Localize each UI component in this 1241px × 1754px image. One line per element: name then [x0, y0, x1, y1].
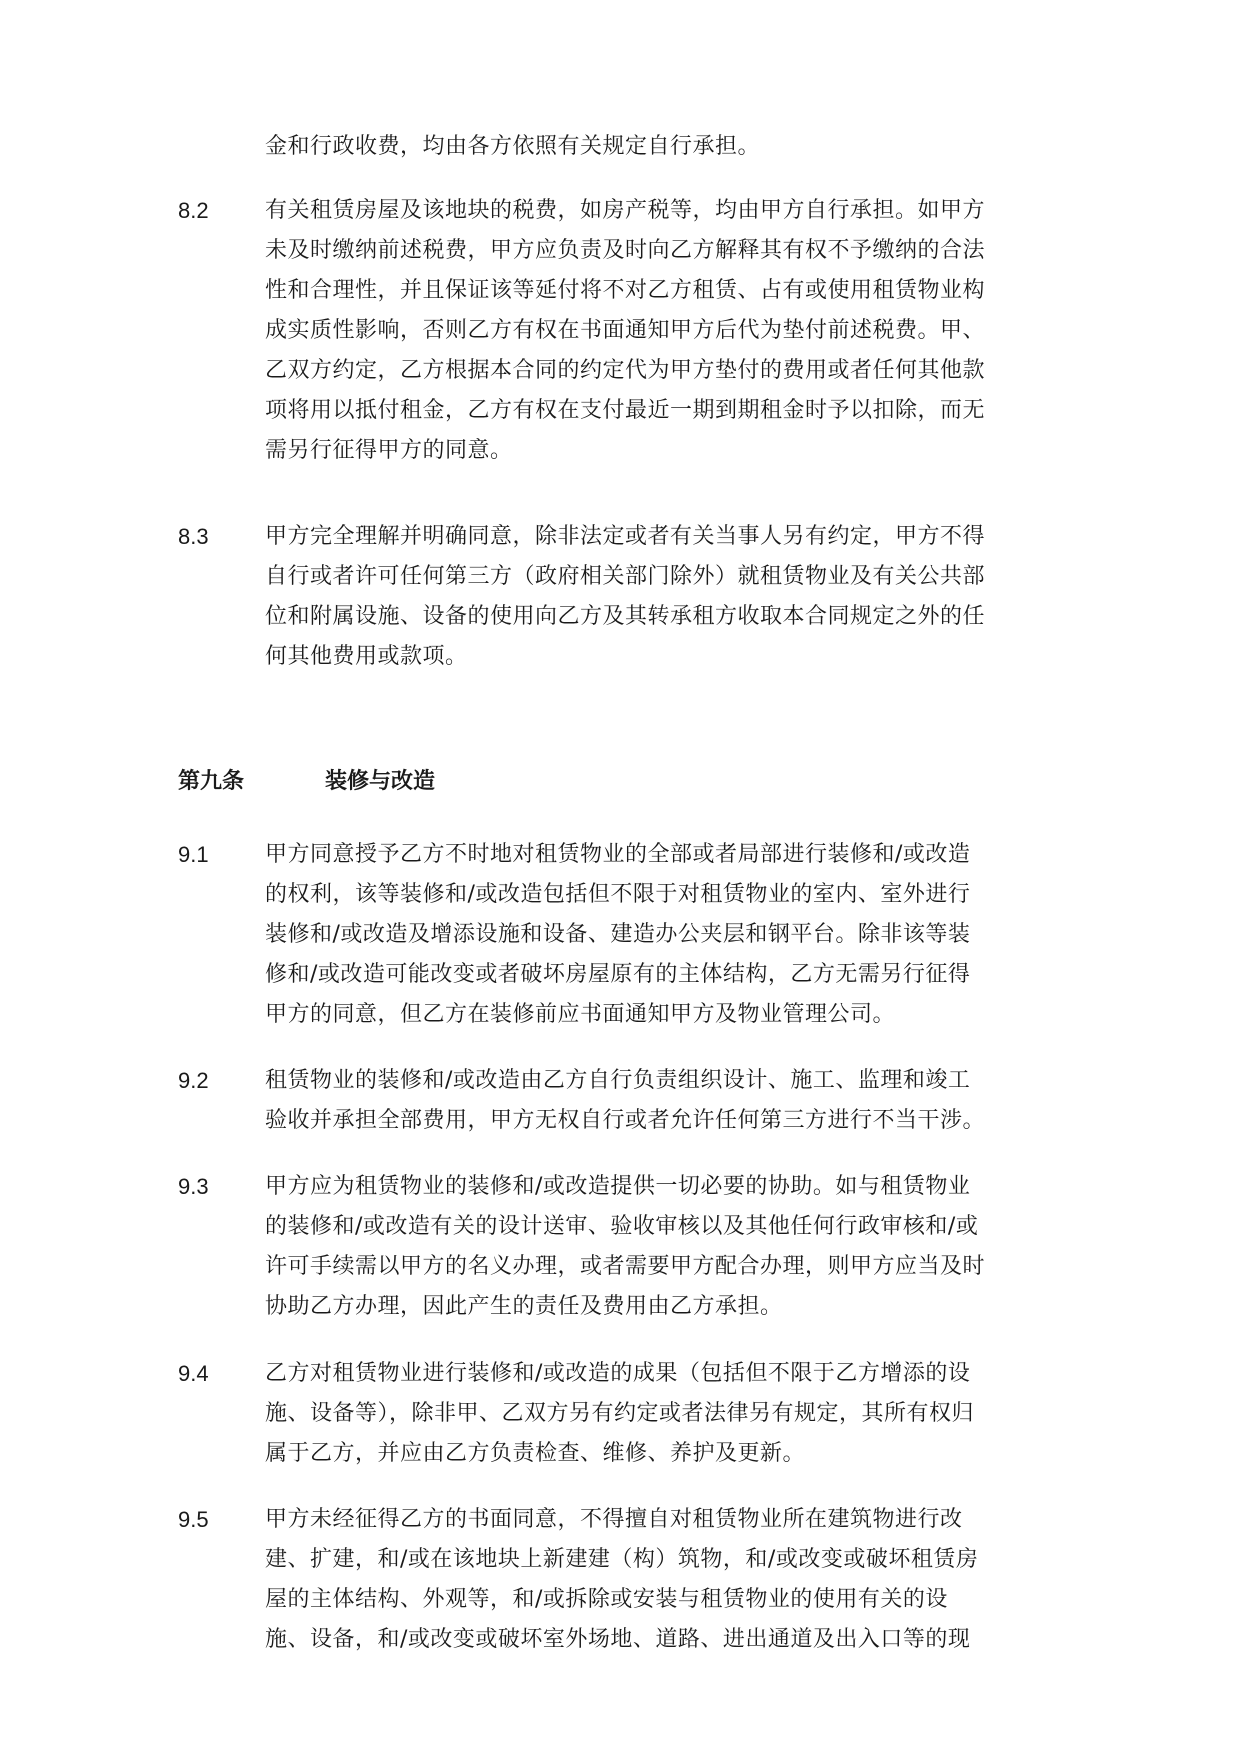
clause-8-2-line: 需另行征得甲方的同意。 [265, 438, 513, 463]
clause-8-2-line: 有关租赁房屋及该地块的税费，如房产税等，均由甲方自行承担。如甲方 [265, 198, 986, 223]
article-title: 装修与改造 [325, 769, 436, 794]
clause-number-9-3: 9.3 [178, 1174, 209, 1199]
clause-9-1-line: 甲方同意授予乙方不时地对租赁物业的全部或者局部进行装修和/或改造 [265, 842, 971, 867]
clause-number-9-5: 9.5 [178, 1507, 209, 1532]
clause-9-1-line: 装修和/或改造及增添设施和设备、建造办公夹层和钢平台。除非该等装 [265, 922, 971, 947]
clause-9-3-line: 协助乙方办理，因此产生的责任及费用由乙方承担。 [265, 1294, 783, 1319]
clause-9-4-line: 属于乙方，并应由乙方负责检查、维修、养护及更新。 [265, 1441, 806, 1466]
clause-8-3-line: 位和附属设施、设备的使用向乙方及其转承租方收取本合同规定之外的任 [265, 604, 986, 629]
clause-9-1-line: 修和/或改造可能改变或者破坏房屋原有的主体结构，乙方无需另行征得 [265, 962, 971, 987]
clause-9-1-line: 的权利，该等装修和/或改造包括但不限于对租赁物业的室内、室外进行 [265, 882, 971, 907]
clause-8-2-line: 成实质性影响，否则乙方有权在书面通知甲方后代为垫付前述税费。甲、 [265, 318, 986, 343]
clause-9-3-line: 许可手续需以甲方的名义办理，或者需要甲方配合办理，则甲方应当及时 [265, 1254, 986, 1279]
clause-8-2-line: 乙双方约定，乙方根据本合同的约定代为甲方垫付的费用或者任何其他款 [265, 358, 986, 383]
clause-number-9-4: 9.4 [178, 1361, 209, 1386]
clause-8-3-line: 自行或者许可任何第三方（政府相关部门除外）就租赁物业及有关公共部 [265, 564, 986, 589]
clause-9-3-line: 的装修和/或改造有关的设计送审、验收审核以及其他任何行政审核和/或 [265, 1214, 979, 1239]
clause-9-5-line: 施、设备，和/或改变或破坏室外场地、道路、进出通道及出入口等的现 [265, 1627, 971, 1652]
clause-9-3-line: 甲方应为租赁物业的装修和/或改造提供一切必要的协助。如与租赁物业 [265, 1174, 971, 1199]
continuation-line: 金和行政收费，均由各方依照有关规定自行承担。 [265, 134, 761, 159]
article-label: 第九条 [178, 769, 245, 794]
clause-9-4-line: 乙方对租赁物业进行装修和/或改造的成果（包括但不限于乙方增添的设 [265, 1361, 971, 1386]
clause-9-5-line: 建、扩建，和/或在该地块上新建建（构）筑物，和/或改变或破坏租赁房 [265, 1547, 979, 1572]
clause-9-5-line: 甲方未经征得乙方的书面同意，不得擅自对租赁物业所在建筑物进行改 [265, 1507, 963, 1532]
clause-8-2-line: 项将用以抵付租金，乙方有权在支付最近一期到期租金时予以扣除，而无 [265, 398, 986, 423]
clause-8-3-line: 甲方完全理解并明确同意，除非法定或者有关当事人另有约定，甲方不得 [265, 524, 986, 549]
clause-number-9-1: 9.1 [178, 842, 209, 867]
clause-number-9-2: 9.2 [178, 1068, 209, 1093]
clause-8-3-line: 何其他费用或款项。 [265, 644, 468, 669]
clause-9-5-line: 屋的主体结构、外观等，和/或拆除或安装与租赁物业的使用有关的设 [265, 1587, 948, 1612]
clause-9-2-line: 验收并承担全部费用，甲方无权自行或者允许任何第三方进行不当干涉。 [265, 1108, 986, 1133]
clause-8-2-line: 性和合理性，并且保证该等延付将不对乙方租赁、占有或使用租赁物业构 [265, 278, 986, 303]
clause-9-2-line: 租赁物业的装修和/或改造由乙方自行负责组织设计、施工、监理和竣工 [265, 1068, 971, 1093]
clause-9-1-line: 甲方的同意，但乙方在装修前应书面通知甲方及物业管理公司。 [265, 1002, 896, 1027]
clause-8-2-line: 未及时缴纳前述税费，甲方应负责及时向乙方解释其有权不予缴纳的合法 [265, 238, 986, 263]
clause-number-8-2: 8.2 [178, 198, 209, 223]
clause-9-4-line: 施、设备等），除非甲、乙双方另有约定或者法律另有规定，其所有权归 [265, 1401, 975, 1426]
clause-number-8-3: 8.3 [178, 524, 209, 549]
